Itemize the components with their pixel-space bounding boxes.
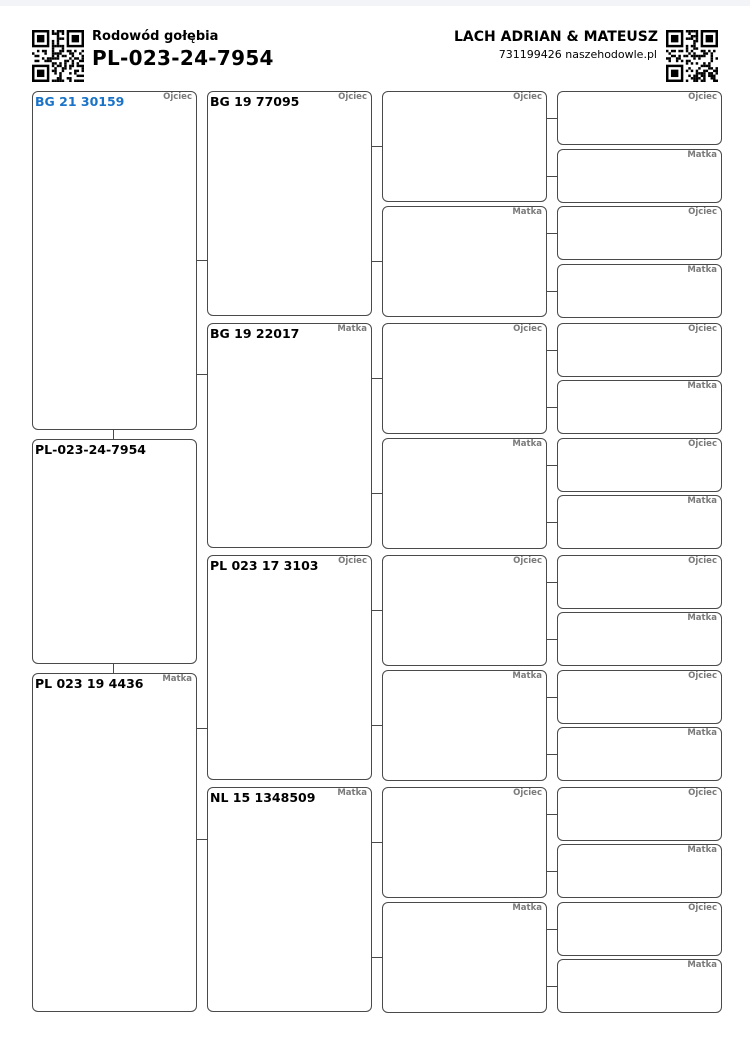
g4-ancestor-box: [557, 727, 722, 781]
connector-line: [547, 522, 557, 523]
connector-line: [547, 233, 557, 234]
great-grandparent-role-label: Matka: [512, 903, 542, 913]
great-grandparent-role-label: Matka: [512, 439, 542, 449]
g4-ancestor-box: [557, 438, 722, 492]
connector-line: [113, 430, 114, 439]
g4-role-label: Ojciec: [688, 324, 717, 334]
grandparent-role-label: Matka: [337, 788, 367, 798]
great-grandparent-role-label: Ojciec: [513, 92, 542, 102]
connector-line: [547, 118, 557, 119]
great-grandparent-box: [382, 787, 547, 898]
great-grandparent-box: [382, 438, 547, 549]
breeder-name: LACH ADRIAN & MATEUSZ: [454, 29, 658, 45]
great-grandparent-role-label: Ojciec: [513, 556, 542, 566]
g4-ancestor-box: [557, 323, 722, 377]
great-grandparent-box: [382, 902, 547, 1013]
grandparent-role-label: Ojciec: [338, 556, 367, 566]
g4-role-label: Ojciec: [688, 903, 717, 913]
connector-line: [547, 582, 557, 583]
great-grandparent-box: [382, 670, 547, 781]
g4-role-label: Ojciec: [688, 92, 717, 102]
connector-line: [113, 664, 114, 673]
connector-line: [372, 493, 382, 494]
g4-ancestor-box: [557, 555, 722, 609]
breeder-contact: 731199426 naszehodowle.pl: [498, 48, 657, 61]
g4-ancestor-box: [557, 91, 722, 145]
connector-line: [372, 261, 382, 262]
connector-line: [547, 986, 557, 987]
connector-line: [372, 146, 382, 147]
connector-line: [547, 754, 557, 755]
great-grandparent-box: [382, 555, 547, 666]
great-grandparent-box: [382, 206, 547, 317]
sire-ring: BG 21 30159: [35, 94, 125, 109]
great-grandparent-box: [382, 91, 547, 202]
g4-role-label: Matka: [687, 960, 717, 970]
g4-ancestor-box: [557, 206, 722, 260]
great-grandparent-role-label: Ojciec: [513, 324, 542, 334]
sire-box: [32, 91, 197, 430]
connector-line: [197, 260, 207, 261]
grandparent-ring: PL 023 17 3103: [210, 558, 319, 573]
grandparent-box: [207, 555, 372, 780]
g4-ancestor-box: [557, 670, 722, 724]
g4-role-label: Matka: [687, 496, 717, 506]
connector-line: [197, 728, 207, 729]
connector-line: [197, 374, 207, 375]
g4-ancestor-box: [557, 149, 722, 203]
connector-line: [372, 610, 382, 611]
g4-ancestor-box: [557, 495, 722, 549]
connector-line: [547, 176, 557, 177]
connector-line: [372, 725, 382, 726]
g4-ancestor-box: [557, 959, 722, 1013]
great-grandparent-box: [382, 323, 547, 434]
connector-line: [547, 350, 557, 351]
qr-code-icon: [32, 30, 84, 82]
g4-ancestor-box: [557, 844, 722, 898]
connector-line: [547, 465, 557, 466]
subject-ring: PL-023-24-7954: [35, 442, 146, 457]
connector-line: [547, 814, 557, 815]
g4-role-label: Ojciec: [688, 207, 717, 217]
g4-ancestor-box: [557, 787, 722, 841]
g4-ancestor-box: [557, 380, 722, 434]
grandparent-role-label: Matka: [337, 324, 367, 334]
great-grandparent-role-label: Ojciec: [513, 788, 542, 798]
connector-line: [547, 929, 557, 930]
g4-role-label: Ojciec: [688, 788, 717, 798]
pedigree-ring-number: PL-023-24-7954: [92, 46, 274, 70]
g4-role-label: Matka: [687, 728, 717, 738]
pedigree-subtitle: Rodowód gołębia: [92, 29, 219, 44]
g4-role-label: Matka: [687, 265, 717, 275]
g4-role-label: Matka: [687, 845, 717, 855]
grandparent-box: [207, 91, 372, 316]
connector-line: [372, 842, 382, 843]
g4-role-label: Ojciec: [688, 556, 717, 566]
g4-ancestor-box: [557, 902, 722, 956]
g4-role-label: Ojciec: [688, 671, 717, 681]
dam-ring: PL 023 19 4436: [35, 676, 144, 691]
grandparent-box: [207, 323, 372, 548]
g4-role-label: Matka: [687, 150, 717, 160]
dam-role-label: Matka: [162, 674, 192, 684]
connector-line: [547, 639, 557, 640]
connector-line: [372, 378, 382, 379]
great-grandparent-role-label: Matka: [512, 207, 542, 217]
top-strip: [0, 0, 750, 6]
g4-role-label: Matka: [687, 381, 717, 391]
connector-line: [547, 697, 557, 698]
connector-line: [547, 407, 557, 408]
connector-line: [547, 291, 557, 292]
grandparent-role-label: Ojciec: [338, 92, 367, 102]
dam-box: [32, 673, 197, 1012]
qr-code-icon: [666, 30, 718, 82]
subject-box: [32, 439, 197, 664]
connector-line: [547, 871, 557, 872]
sire-role-label: Ojciec: [163, 92, 192, 102]
g4-ancestor-box: [557, 612, 722, 666]
grandparent-ring: NL 15 1348509: [210, 790, 316, 805]
great-grandparent-role-label: Matka: [512, 671, 542, 681]
grandparent-ring: BG 19 22017: [210, 326, 300, 341]
g4-role-label: Matka: [687, 613, 717, 623]
connector-line: [372, 957, 382, 958]
grandparent-box: [207, 787, 372, 1012]
grandparent-ring: BG 19 77095: [210, 94, 300, 109]
g4-role-label: Ojciec: [688, 439, 717, 449]
g4-ancestor-box: [557, 264, 722, 318]
connector-line: [197, 839, 207, 840]
